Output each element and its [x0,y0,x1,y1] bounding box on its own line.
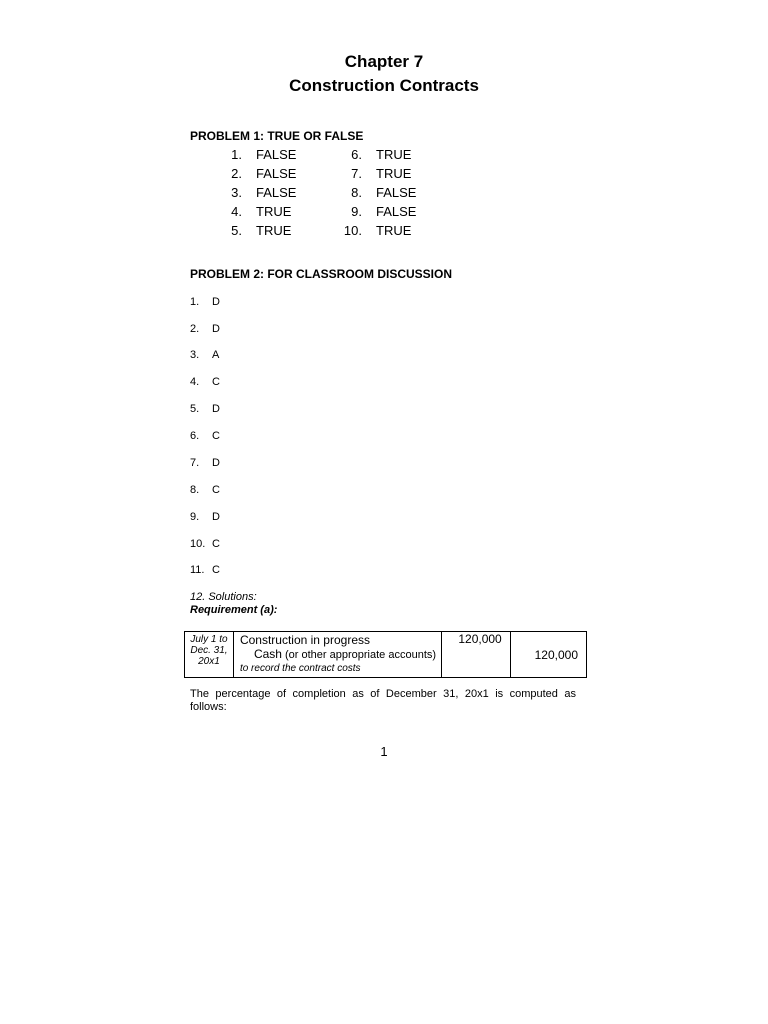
list-item: 11. C [190,564,220,576]
list-item: 4. C [190,376,220,388]
chapter-title: Construction Contracts [289,76,479,95]
journal-date: July 1 to Dec. 31, 20x1 [185,632,234,678]
body-paragraph: The percentage of completion as of December 31, 20x1 is computed as follows: [190,688,576,713]
credit-amount: 120,000 [510,632,586,678]
list-item: 6. C [190,430,220,442]
document-page: Chapter 7 Construction Contracts PROBLEM 1: TRUE OR FALSE 1. FALSE 6. TRUE 2. FALSE 7. TRUE 3. FALSE 8. FALSE 4. TRUE 9. FALSE 5. TRUE 10. TRUE PROBLEM 2: FOR CLASSROOM DISCUSSION 1. D 2. D 3. A 4. C 5. D 6. C 7. D 8. C 9. D 10. C 11. C 12. Solutions: Requirement (a): July 1 to Dec. 31, 20x1 Construction in progress Cash (or other appropriate accounts) to record the contract costs 120,000 120,000 The percentage of completion as of December 31, 20x1 is computed as follows: 1 [0,0,768,1024]
journal-description [233,632,441,678]
list-item: 2. D [190,323,220,335]
solutions-label: 12. Solutions: [190,591,257,603]
debit-amount: 120,000 [441,632,510,678]
credit-account-line: Cash (or other appropriate accounts) [253,647,437,661]
page-number: 1 [380,744,388,759]
debit-account: Construction in progress [239,633,370,647]
list-item: 7. D [190,457,220,469]
table-row [185,632,587,678]
list-item: 8. C [190,484,220,496]
journal-memo: to record the contract costs [239,663,361,674]
journal-entry-table [184,631,587,678]
list-item: 1. D [190,296,220,308]
list-item: 10. C [190,538,220,550]
requirement-label: Requirement (a): [190,604,278,616]
list-item: 5. D [190,403,220,415]
problem2-heading: PROBLEM 2: FOR CLASSROOM DISCUSSION [190,267,453,281]
list-item: 3. A [190,349,220,361]
chapter-number: Chapter 7 [344,52,424,71]
list-item: 9. D [190,511,220,523]
problem1-heading: PROBLEM 1: TRUE OR FALSE [190,129,364,143]
